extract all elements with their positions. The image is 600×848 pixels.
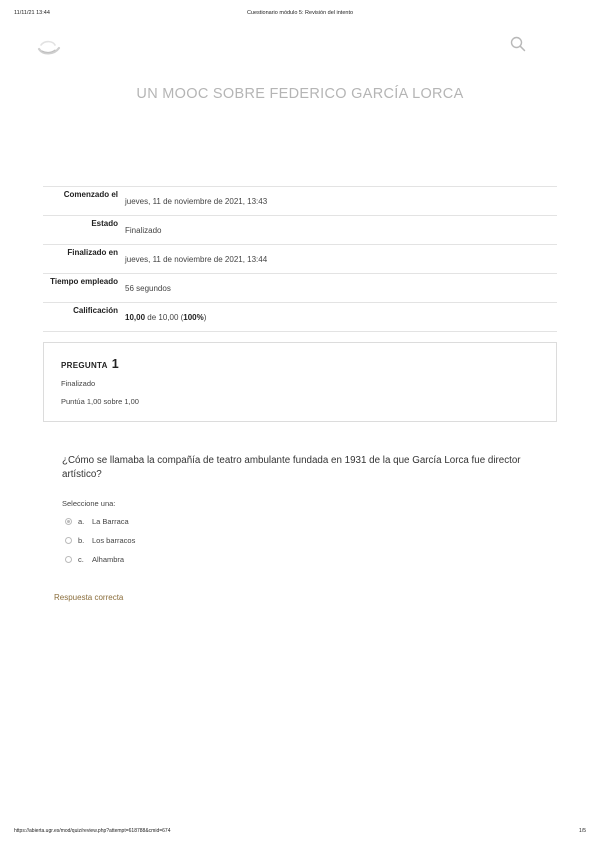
print-page-number: 1/5 (579, 828, 586, 834)
question-state: Finalizado (61, 379, 96, 388)
grade-max: de 10,00 ( (145, 313, 184, 322)
summary-label: Estado (91, 219, 118, 228)
answer-text: Alhambra (92, 555, 125, 564)
summary-row-started (43, 187, 557, 216)
summary-label: Comenzado el (63, 190, 118, 199)
summary-row-time-taken (43, 274, 557, 303)
print-footer (14, 828, 586, 838)
question-info-box (43, 342, 557, 422)
answer-text: Los barracos (92, 536, 136, 545)
question-label: PREGUNTA (61, 361, 108, 370)
answer-letter: a. (78, 517, 85, 526)
answer-feedback: Respuesta correcta (54, 593, 124, 602)
radio-icon[interactable] (65, 537, 72, 544)
summary-label: Calificación (73, 306, 118, 315)
answer-options (65, 512, 135, 569)
answer-option-b[interactable] (65, 531, 135, 550)
answer-option-c[interactable] (65, 550, 135, 569)
print-document-title: Cuestionario módulo 5: Revisión del intento (246, 10, 354, 16)
summary-label: Finalizado en (67, 248, 118, 257)
radio-icon[interactable] (65, 556, 72, 563)
summary-value (121, 303, 557, 332)
grade-percent: 100% (183, 313, 204, 322)
search-icon[interactable] (510, 36, 526, 52)
print-header (14, 10, 586, 20)
answer-letter: c. (78, 555, 84, 564)
answer-option-a[interactable] (65, 512, 135, 531)
grade-score: 10,00 (125, 313, 146, 322)
summary-row-finished (43, 245, 557, 274)
answer-text: La Barraca (92, 517, 129, 526)
answer-prompt: Seleccione una: (62, 499, 116, 508)
logo-swirl-icon[interactable] (36, 36, 62, 58)
question-grade: Puntúa 1,00 sobre 1,00 (61, 397, 139, 406)
print-date: 11/11/21 13:44 (14, 10, 50, 16)
site-title[interactable]: UN MOOC SOBRE FEDERICO GARCÍA LORCA (136, 86, 464, 102)
summary-value: Finalizado (125, 226, 162, 235)
summary-row-state (43, 216, 557, 245)
question-number (61, 357, 539, 371)
answer-letter: b. (78, 536, 85, 545)
question-text: ¿Cómo se llamaba la compañía de teatro ambulante fundada en 1931 de la que García Lorca fue director artístico? (62, 455, 521, 480)
summary-value: jueves, 11 de noviembre de 2021, 13:43 (125, 197, 268, 206)
summary-value: jueves, 11 de noviembre de 2021, 13:44 (125, 255, 268, 264)
summary-value: 56 segundos (125, 284, 171, 293)
attempt-summary-table (43, 186, 557, 332)
summary-label: Tiempo empleado (50, 277, 118, 286)
print-url: https://abierta.ugr.es/mod/quiz/review.php?attempt=618788&cmid=674 (14, 828, 171, 834)
summary-row-grade (43, 303, 557, 332)
radio-selected-icon[interactable] (65, 518, 72, 525)
grade-close: ) (203, 313, 207, 322)
question-number-value: 1 (111, 357, 119, 371)
